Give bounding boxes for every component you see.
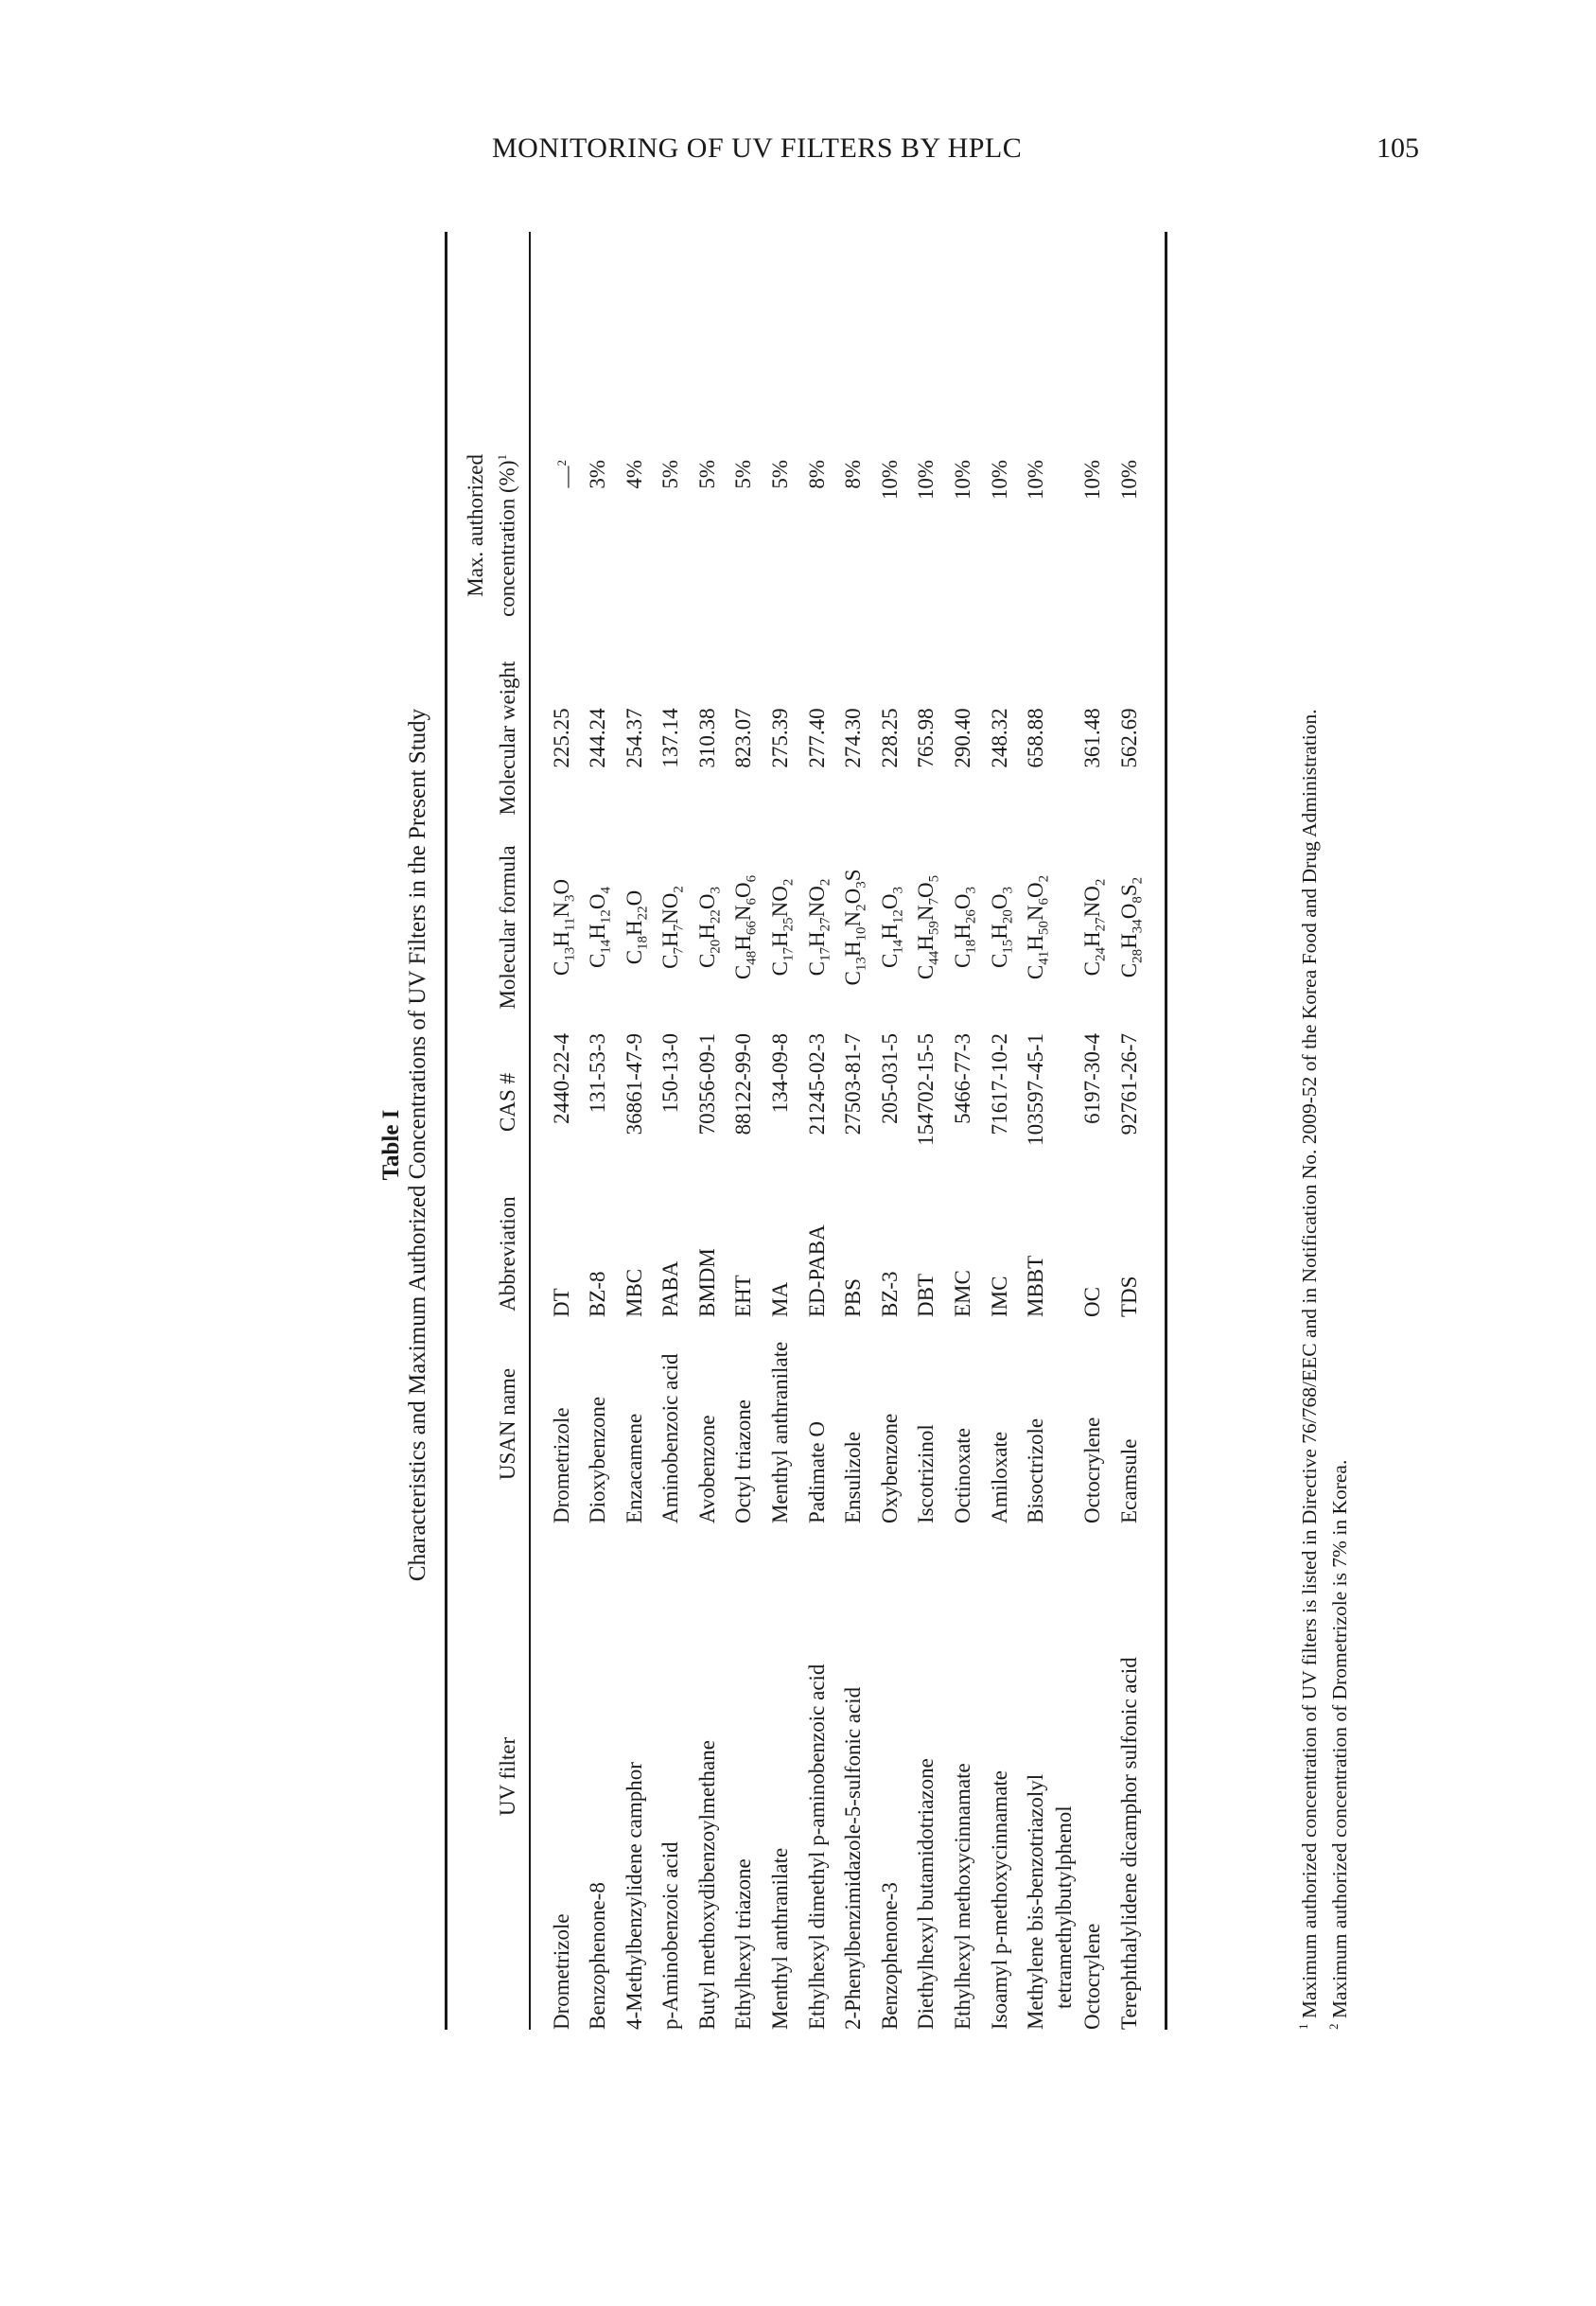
cell-usan: Dioxybenzone: [586, 1396, 610, 1523]
cell-concentration: 10%: [1080, 460, 1105, 501]
footnote-mark: 2: [1326, 2023, 1341, 2030]
footnote-mark: 1: [1296, 2023, 1310, 2030]
cell-usan: Menthyl anthranilate: [768, 1341, 793, 1523]
header-usan: USAN name: [496, 1367, 519, 1481]
uv-filter-name: Methylene bis-benzotriazolyl: [1024, 1773, 1048, 2030]
header-conc-line2: [489, 454, 521, 643]
cell-abbreviation: DT: [549, 1288, 573, 1317]
cell-concentration: 10%: [914, 460, 938, 501]
cell-weight: 225.25: [549, 708, 573, 768]
cell-uv-filter: [839, 1523, 876, 2030]
cell-formula: $C_{20}H_{22}O_3$: [694, 886, 724, 969]
uv-filter-name: Octocrylene: [1080, 1923, 1105, 2030]
cell-formula: $C_{44}H_{59}N_7O_5$: [914, 874, 943, 980]
cell-weight: 137.14: [658, 708, 683, 768]
header-concentration: [463, 454, 521, 643]
table-row: [693, 232, 730, 2030]
table-row: [584, 232, 621, 2030]
cell-weight: 275.39: [768, 708, 793, 768]
cell-abbreviation: BZ-3: [877, 1271, 902, 1317]
cell-uv-filter: [949, 1523, 986, 2030]
cell-usan: Iscotrizinol: [914, 1424, 938, 1523]
cell-usan: Padimate O: [804, 1421, 829, 1523]
cell-abbreviation: MBBT: [1024, 1255, 1048, 1317]
cell-weight: 228.25: [877, 708, 902, 768]
cell-uv-filter: [1022, 1523, 1079, 2030]
table-row: [876, 232, 913, 2030]
table-row: [621, 232, 658, 2030]
cell-abbreviation: MA: [768, 1281, 793, 1317]
cell-abbreviation: PBS: [841, 1278, 866, 1317]
cell-uv-filter: [621, 1523, 658, 2030]
cell-cas: 92761-26-7: [1116, 1033, 1141, 1135]
cell-formula: $C_{14}H_{12}O_4$: [586, 886, 614, 969]
table-row: [766, 232, 803, 2030]
uv-filter-name-cont: tetramethylbutylphenol: [1052, 1805, 1077, 2009]
page-number: 105: [1377, 132, 1419, 164]
running-head: MONITORING OF UV FILTERS BY HPLC: [492, 132, 1023, 164]
table-row: [839, 232, 876, 2030]
cell-abbreviation: IMC: [987, 1276, 1011, 1317]
cell-concentration: 8%: [841, 460, 866, 489]
table-row: [548, 232, 585, 2030]
cell-abbreviation: PABA: [658, 1260, 683, 1317]
cell-concentration: 5%: [731, 460, 756, 489]
header-conc-sup: 1: [495, 454, 510, 461]
cell-cas: 150-13-0: [658, 1033, 683, 1114]
cell-abbreviation: MBC: [622, 1268, 646, 1317]
header-conc-line1: Max. authorized: [464, 454, 488, 597]
cell-usan: Octinoxate: [951, 1428, 975, 1523]
uv-filter-name: Benzophenone-3: [877, 1882, 902, 2030]
cell-usan: Octocrylene: [1080, 1417, 1105, 1523]
cell-concentration: 10%: [987, 460, 1011, 501]
header-formula: Molecular formula: [496, 845, 519, 1010]
cell-cas: 36861-47-9: [622, 1033, 646, 1135]
cell-concentration: —$^2$: [553, 460, 579, 488]
cell-formula: $C_{14}H_{12}O_3$: [877, 886, 906, 969]
cell-uv-filter: [1115, 1523, 1152, 2030]
uv-filter-name: Isoamyl p-methoxycinnamate: [987, 1769, 1011, 2030]
cell-uv-filter: [912, 1523, 949, 2030]
header-weight: Molecular weight: [496, 660, 519, 816]
table-row: [986, 232, 1023, 2030]
uv-filter-name: Menthyl anthranilate: [768, 1847, 793, 2030]
cell-weight: 290.40: [951, 708, 975, 768]
cell-formula: $C_{13}H_{10}N_2O_3S$: [841, 869, 869, 986]
cell-weight: 244.24: [586, 708, 610, 768]
cell-weight: 310.38: [694, 708, 719, 768]
cell-uv-filter: [876, 1523, 913, 2030]
table-row: [803, 232, 840, 2030]
cell-concentration: 3%: [586, 460, 610, 489]
cell-concentration: 5%: [694, 460, 719, 489]
cell-abbreviation: EMC: [951, 1270, 975, 1317]
cell-cas: 70356-09-1: [694, 1033, 719, 1135]
rotated-table-block: [360, 232, 1351, 2058]
cell-cas: 27503-81-7: [841, 1033, 866, 1135]
cell-concentration: 4%: [622, 460, 646, 489]
cell-formula: $C_{13}H_{11}N_3O$: [549, 878, 578, 977]
cell-concentration: 10%: [877, 460, 902, 501]
cell-uv-filter: [657, 1523, 693, 2030]
cell-abbreviation: OC: [1080, 1287, 1105, 1317]
cell-usan: Aminobenzoic acid: [658, 1353, 683, 1523]
cell-usan: Avobenzone: [694, 1415, 719, 1523]
uv-filter-name: Ethylhexyl methoxycinnamate: [951, 1763, 975, 2030]
cell-uv-filter: [548, 1523, 585, 2030]
cell-formula: $C_7H_7NO_2$: [658, 886, 687, 969]
cell-cas: 88122-99-0: [731, 1033, 756, 1135]
uv-filter-name: Butyl methoxydibenzoylmethane: [694, 1740, 719, 2030]
uv-filter-name: Drometrizole: [549, 1913, 573, 2030]
cell-cas: 2440-22-4: [549, 1033, 573, 1124]
table-row: [1022, 232, 1079, 2030]
footnote-text: Maximum authorized concentration of Drometrizole is 7% in Korea.: [1328, 1459, 1351, 2019]
cell-concentration: 5%: [658, 460, 683, 489]
uv-filter-name: Ethylhexyl dimethyl p-aminobenzoic acid: [804, 1663, 829, 2030]
table-row: [657, 232, 693, 2030]
cell-weight: 277.40: [804, 708, 829, 768]
header-conc-text: concentration (%): [496, 460, 519, 617]
cell-uv-filter: [1079, 1523, 1115, 2030]
cell-weight: 562.69: [1116, 708, 1141, 768]
cell-usan: Ensulizole: [841, 1431, 866, 1523]
cell-usan: Bisoctrizole: [1024, 1417, 1048, 1523]
cell-weight: 254.37: [622, 708, 646, 768]
footnote: [1322, 232, 1352, 2030]
table-row: [1115, 232, 1152, 2030]
footnote: [1291, 232, 1322, 2030]
cell-abbreviation: EHT: [731, 1275, 756, 1317]
cell-weight: 658.88: [1024, 708, 1048, 768]
cell-formula: $C_{28}H_{34}O_8S_2$: [1116, 876, 1146, 978]
cell-usan: Drometrizole: [549, 1407, 573, 1523]
cell-usan: Octyl triazone: [731, 1399, 756, 1523]
cell-formula: $C_{24}H_{27}NO_2$: [1080, 878, 1109, 977]
cell-uv-filter: [693, 1523, 730, 2030]
uv-filter-name: Diethylhexyl butamidotriazone: [914, 1758, 938, 2030]
cell-cas: 205-031-5: [877, 1033, 902, 1124]
cell-cas: 134-09-8: [768, 1033, 793, 1114]
cell-abbreviation: TDS: [1116, 1276, 1141, 1317]
table-row: [949, 232, 986, 2030]
cell-uv-filter: [766, 1523, 803, 2030]
uv-filter-name: Terephthalylidene dicamphor sulfonic acid: [1116, 1657, 1141, 2030]
uv-filter-name: 4-Methylbenzylidene camphor: [622, 1762, 646, 2030]
cell-weight: 248.32: [987, 708, 1011, 768]
uv-filter-table: [445, 232, 1167, 2030]
cell-uv-filter: [729, 1523, 766, 2030]
cell-formula: $C_{17}H_{25}NO_2$: [768, 878, 797, 977]
cell-usan: Amiloxate: [987, 1431, 1011, 1523]
cell-abbreviation: DBT: [914, 1274, 938, 1317]
cell-formula: $C_{18}H_{26}O_3$: [951, 886, 979, 969]
cell-abbreviation: BZ-8: [586, 1271, 610, 1317]
table-title: Characteristics and Maximum Authorized Concentrations of UV Filters in the Present Study: [405, 708, 430, 1582]
uv-filter-name: p-Aminobenzoic acid: [658, 1841, 683, 2030]
cell-cas: 154702-15-5: [914, 1033, 938, 1146]
table-row: [729, 232, 766, 2030]
cell-cas: 5466-77-3: [951, 1033, 975, 1124]
cell-usan: Oxybenzone: [877, 1413, 902, 1523]
cell-uv-filter: [803, 1523, 840, 2030]
uv-filter-name: Benzophenone-8: [586, 1882, 610, 2030]
cell-concentration: 10%: [951, 460, 975, 501]
cell-cas: 103597-45-1: [1024, 1033, 1048, 1146]
table-footnotes: [1291, 232, 1352, 2030]
cell-weight: 361.48: [1080, 708, 1105, 768]
cell-formula: $C_{15}H_{20}O_3$: [987, 886, 1016, 969]
table-label: Table I: [378, 1109, 404, 1181]
footnote-text: Maximum authorized concentration of UV filters is listed in Directive 76/768/EEC and in Notification No. 2009-52 of the Korea Food and Drug Administration.: [1298, 709, 1321, 2019]
cell-weight: 823.07: [731, 708, 756, 768]
cell-abbreviation: ED-PABA: [804, 1224, 829, 1317]
cell-weight: 274.30: [841, 708, 866, 768]
cell-uv-filter: [584, 1523, 621, 2030]
cell-formula: $C_{17}H_{27}NO_2$: [804, 878, 833, 977]
uv-filter-name: 2-Phenylbenzimidazole-5-sulfonic acid: [841, 1686, 866, 2030]
cell-formula: $C_{48}H_{66}N_6O_6$: [731, 874, 761, 980]
table-body: [531, 232, 1166, 2030]
cell-cas: 71617-10-2: [987, 1033, 1011, 1135]
cell-formula: $C_{41}H_{50}N_6O_2$: [1024, 874, 1052, 980]
table-row: [1079, 232, 1115, 2030]
cell-formula: $C_{18}H_{22}O$: [622, 889, 651, 965]
bottom-rule: [1165, 232, 1167, 2030]
cell-weight: 765.98: [914, 708, 938, 768]
cell-abbreviation: BMDM: [694, 1248, 719, 1317]
cell-concentration: 8%: [804, 460, 829, 489]
table-row: [912, 232, 949, 2030]
cell-concentration: 5%: [768, 460, 793, 489]
cell-cas: 21245-02-3: [804, 1033, 829, 1135]
header-uv-filter: UV filter: [496, 1736, 519, 1817]
cell-usan: Ecamsule: [1116, 1438, 1141, 1523]
cell-uv-filter: [986, 1523, 1023, 2030]
cell-concentration: 10%: [1024, 460, 1048, 501]
cell-usan: Enzacamene: [622, 1413, 646, 1523]
uv-filter-name: Ethylhexyl triazone: [731, 1858, 756, 2030]
cell-cas: 6197-30-4: [1080, 1033, 1105, 1124]
cell-cas: 131-53-3: [586, 1033, 610, 1114]
table-header: [447, 232, 529, 2030]
header-abbreviation: Abbreviation: [496, 1196, 519, 1311]
cell-concentration: 10%: [1116, 460, 1141, 501]
header-cas: CAS #: [496, 1073, 519, 1132]
